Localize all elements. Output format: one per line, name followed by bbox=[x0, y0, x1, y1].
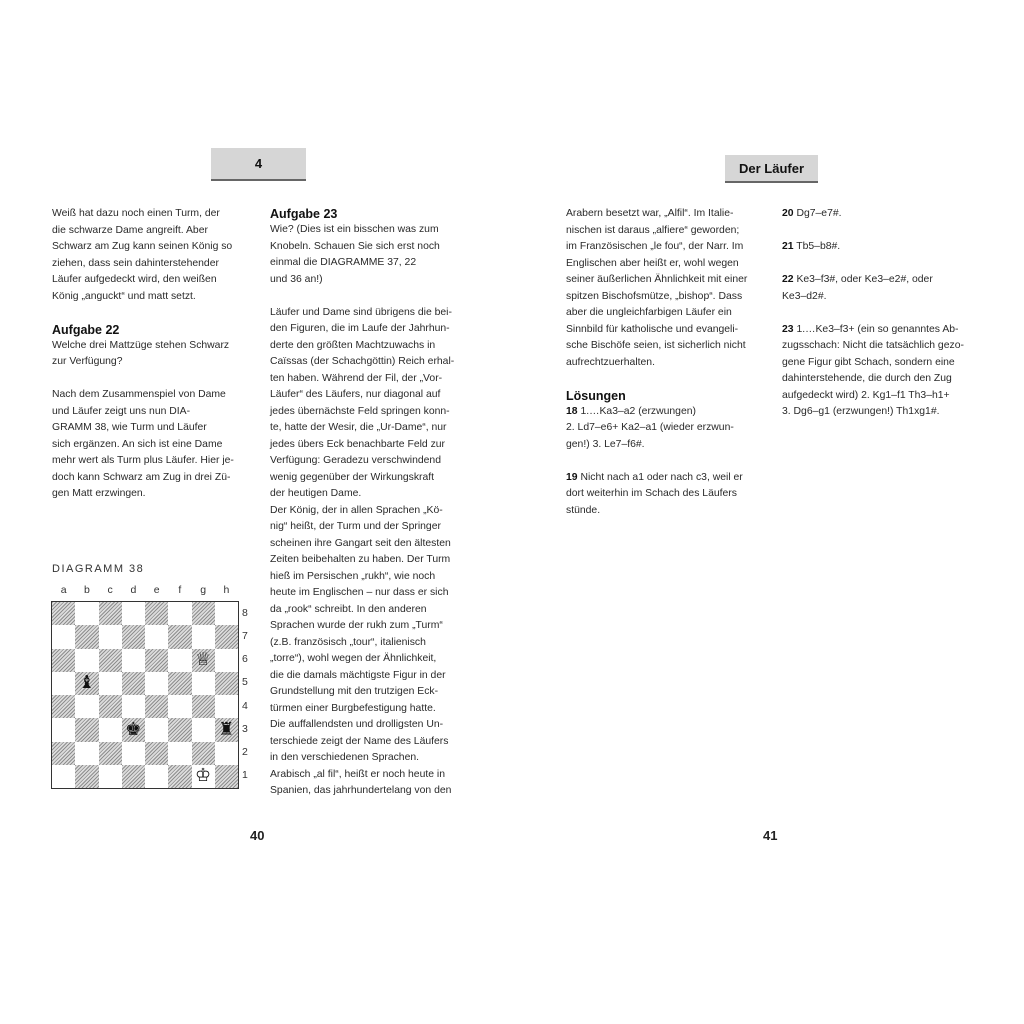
text-line: Caïssas (der Schachgöttin) Reich erhal- bbox=[270, 356, 455, 367]
file-label: h bbox=[223, 584, 230, 596]
text-line: terschiede zeigt der Name des Läufers bbox=[270, 735, 449, 747]
rank-label: 4 bbox=[242, 699, 248, 712]
page-number-left: 40 bbox=[250, 828, 265, 843]
black-rook-icon: ♜ bbox=[218, 718, 235, 740]
text-line: Läufer aufgedeckt wird, den weißen bbox=[52, 274, 217, 285]
rank-label: 7 bbox=[242, 629, 248, 642]
solution-19 bbox=[566, 470, 771, 520]
square-h5 bbox=[215, 672, 238, 695]
board-rank-labels bbox=[242, 601, 256, 787]
square-c1 bbox=[99, 765, 122, 788]
rank-label: 6 bbox=[242, 653, 248, 666]
text-line: Läufer“ des Läufers, nur diagonal auf bbox=[270, 389, 441, 400]
text-line: aufrechtzuerhalten. bbox=[566, 356, 655, 368]
square-a2 bbox=[52, 742, 75, 765]
text-line: der heutigen Dame. bbox=[270, 488, 362, 499]
square-g6 bbox=[192, 649, 215, 672]
square-c7 bbox=[99, 625, 122, 648]
square-a1 bbox=[52, 765, 75, 788]
solution-20 bbox=[782, 206, 982, 223]
text-line: wenig gegenüber der Wirkungskraft bbox=[270, 471, 435, 483]
text-line: seiner äußerlichen Ähnlichkeit mit einer bbox=[566, 274, 748, 285]
text-line: Ke3–d2#. bbox=[782, 290, 827, 302]
square-f4 bbox=[168, 695, 191, 718]
square-a6 bbox=[52, 649, 75, 672]
task-23-text bbox=[270, 222, 475, 288]
file-label: d bbox=[130, 584, 137, 596]
text-line: Dg7–e7#. bbox=[793, 208, 842, 219]
white-queen-icon: ♕ bbox=[195, 649, 212, 671]
board-file-labels bbox=[52, 584, 238, 596]
text-line: (z.B. französisch „tour“, italienisch bbox=[270, 636, 426, 648]
rank-label: 3 bbox=[242, 722, 248, 735]
file-label: a bbox=[60, 584, 67, 596]
text-line: einmal die DIAGRAMME 37, 22 bbox=[270, 257, 417, 268]
left-column-1 bbox=[52, 206, 252, 503]
square-f2 bbox=[168, 742, 191, 765]
square-c4 bbox=[99, 695, 122, 718]
history-paragraph bbox=[270, 305, 475, 800]
left-column-2 bbox=[270, 206, 475, 800]
square-c3 bbox=[99, 718, 122, 741]
chapter-title: Der Läufer bbox=[738, 160, 805, 176]
right-column-1 bbox=[566, 206, 771, 519]
square-c6 bbox=[99, 649, 122, 672]
square-h3 bbox=[215, 718, 238, 741]
text-line: Nicht nach a1 oder nach c3, weil er bbox=[577, 471, 743, 483]
square-f7 bbox=[168, 625, 191, 648]
text-line: jedes übernächste Feld springen konn- bbox=[270, 405, 450, 417]
square-e2 bbox=[145, 742, 168, 765]
text-line: mehr wert als Turm plus Läufer. Hier je- bbox=[52, 455, 234, 466]
text-line: die schwarze Dame angreift. Aber bbox=[52, 224, 208, 236]
square-b8 bbox=[75, 602, 98, 625]
text-line: Grundstellung mit den trutzigen Eck- bbox=[270, 686, 439, 697]
square-e4 bbox=[145, 695, 168, 718]
text-line: sche Bischöfe seien, ist sicherlich nicht bbox=[566, 340, 746, 351]
solution-18 bbox=[566, 404, 771, 454]
square-f1 bbox=[168, 765, 191, 788]
text-line: in den verschiedenen Sprachen. bbox=[270, 752, 420, 763]
text-line: im Französischen „le fou“, der Narr. Im bbox=[566, 241, 744, 252]
square-f6 bbox=[168, 649, 191, 672]
square-g3 bbox=[192, 718, 215, 741]
solution-number: 23 bbox=[782, 323, 794, 335]
text-line: 1.…Ka3–a2 (erzwungen) bbox=[577, 405, 696, 417]
intro-paragraph bbox=[52, 206, 252, 305]
square-h6 bbox=[215, 649, 238, 672]
text-line: Sinnbild für katholische und evangeli- bbox=[566, 323, 739, 335]
square-c8 bbox=[99, 602, 122, 625]
text-line: Der König, der in allen Sprachen „Kö- bbox=[270, 504, 443, 516]
text-line: ten haben. Während der Fil, der „Vor- bbox=[270, 372, 443, 384]
rank-label: 5 bbox=[242, 676, 248, 689]
text-line: gene Figur gibt Schach, sondern eine bbox=[782, 356, 955, 368]
square-c2 bbox=[99, 742, 122, 765]
text-line: gen!) 3. Le7–f6#. bbox=[566, 438, 645, 450]
square-e7 bbox=[145, 625, 168, 648]
square-d8 bbox=[122, 602, 145, 625]
page-number-right: 41 bbox=[763, 828, 778, 843]
square-h2 bbox=[215, 742, 238, 765]
text-line: 2. Ld7–e6+ Ka2–a1 (wieder erzwun- bbox=[566, 422, 734, 433]
square-g8 bbox=[192, 602, 215, 625]
file-label: c bbox=[107, 584, 113, 596]
black-bishop-icon: ♝ bbox=[78, 672, 95, 694]
text-line: da „rook“ schreibt. In den anderen bbox=[270, 603, 427, 615]
solution-23 bbox=[782, 322, 982, 421]
text-line: Arabisch „al fil“, heißt er noch heute in bbox=[270, 768, 445, 780]
text-line: Die auffallendsten und drolligsten Un- bbox=[270, 719, 444, 730]
solutions-heading: Lösungen bbox=[566, 388, 626, 403]
square-d7 bbox=[122, 625, 145, 648]
text-line: Weiß hat dazu noch einen Turm, der bbox=[52, 208, 220, 219]
square-a3 bbox=[52, 718, 75, 741]
rank-label: 2 bbox=[242, 746, 248, 759]
text-line: 1.…Ke3–f3+ (ein so genanntes Ab- bbox=[793, 323, 959, 335]
text-line: jedes übers Eck benachbarte Feld zur bbox=[270, 438, 446, 450]
text-line: spitzen Bischofsmütze, „bishop“. Dass bbox=[566, 290, 743, 302]
text-line: dort weiterhin im Schach des Läufers bbox=[566, 488, 737, 499]
square-e6 bbox=[145, 649, 168, 672]
solution-number: 20 bbox=[782, 208, 794, 219]
square-d2 bbox=[122, 742, 145, 765]
square-f5 bbox=[168, 672, 191, 695]
text-line: Verfügung: Geradezu verschwindend bbox=[270, 455, 441, 466]
text-line: scheinen ihre Gangart seit den ältesten bbox=[270, 537, 451, 549]
square-c5 bbox=[99, 672, 122, 695]
solution-21 bbox=[782, 239, 982, 256]
text-line: Ke3–f3#, oder Ke3–e2#, oder bbox=[793, 274, 933, 285]
text-line: hieß im Persischen „rukh“, wie noch bbox=[270, 570, 436, 582]
chapter-number: 4 bbox=[254, 156, 263, 171]
square-b6 bbox=[75, 649, 98, 672]
square-b5 bbox=[75, 672, 98, 695]
chapter-tab-right bbox=[725, 155, 818, 183]
text-line: 3. Dg6–g1 (erzwungen!) Th1xg1#. bbox=[782, 406, 940, 417]
file-label: g bbox=[200, 584, 207, 596]
task-22-text bbox=[52, 338, 252, 371]
text-line: Knobeln. Schauen Sie sich erst noch bbox=[270, 240, 440, 252]
square-b7 bbox=[75, 625, 98, 648]
diagram-title: DIAGRAMM 38 bbox=[52, 563, 145, 575]
square-g7 bbox=[192, 625, 215, 648]
square-d6 bbox=[122, 649, 145, 672]
square-g1 bbox=[192, 765, 215, 788]
text-line: GRAMM 38, wie Turm und Läufer bbox=[52, 422, 207, 433]
square-d5 bbox=[122, 672, 145, 695]
square-d4 bbox=[122, 695, 145, 718]
text-line: und 36 an!) bbox=[270, 273, 323, 285]
text-line: Spanien, das jahrhundertelang von den bbox=[270, 785, 452, 796]
solution-number: 18 bbox=[566, 405, 578, 417]
text-line: aber die ungleichfarbigen Läufer ein bbox=[566, 307, 732, 318]
text-line: doch kann Schwarz am Zug in drei Zü- bbox=[52, 471, 231, 483]
square-d3 bbox=[122, 718, 145, 741]
square-g4 bbox=[192, 695, 215, 718]
text-line: Schwarz am Zug kann seinen König so bbox=[52, 241, 233, 252]
square-h8 bbox=[215, 602, 238, 625]
text-line: dahinterstehende, die durch den Zug bbox=[782, 373, 952, 384]
square-h4 bbox=[215, 695, 238, 718]
task-22-heading: Aufgabe 22 bbox=[52, 322, 120, 337]
square-d1 bbox=[122, 765, 145, 788]
square-h7 bbox=[215, 625, 238, 648]
square-b4 bbox=[75, 695, 98, 718]
square-b1 bbox=[75, 765, 98, 788]
text-line: Nach dem Zusammenspiel von Dame bbox=[52, 389, 226, 400]
square-a7 bbox=[52, 625, 75, 648]
text-line: Englischen aber heißt er, wohl wegen bbox=[566, 257, 739, 269]
solution-number: 19 bbox=[566, 471, 578, 483]
square-b2 bbox=[75, 742, 98, 765]
text-line: stünde. bbox=[566, 504, 601, 516]
diagram-intro-paragraph bbox=[52, 387, 252, 503]
text-line: heute im Englischen – nur dass er sich bbox=[270, 587, 449, 598]
task-23-heading: Aufgabe 23 bbox=[270, 207, 338, 221]
text-line: die die damals mächtigste Figur in der bbox=[270, 669, 446, 681]
solution-number: 22 bbox=[782, 274, 794, 285]
black-king-icon: ♚ bbox=[125, 718, 142, 740]
text-line: ziehen, dass sein dahinterstehender bbox=[52, 257, 219, 269]
text-line: Sprachen wurde der rukh zum „Turm“ bbox=[270, 620, 443, 631]
solution-22 bbox=[782, 272, 982, 305]
square-h1 bbox=[215, 765, 238, 788]
file-label: f bbox=[178, 584, 182, 596]
text-line: Wie? (Dies ist ein bisschen was zum bbox=[270, 224, 439, 235]
solution-number: 21 bbox=[782, 241, 794, 252]
square-a8 bbox=[52, 602, 75, 625]
text-line: Welche drei Mattzüge stehen Schwarz bbox=[52, 339, 230, 351]
white-king-icon: ♔ bbox=[195, 765, 212, 787]
text-line: den Figuren, die im Laufe der Jahrhun- bbox=[270, 323, 450, 334]
square-e5 bbox=[145, 672, 168, 695]
text-line: sich ergänzen. An sich ist eine Dame bbox=[52, 438, 223, 450]
text-line: zur Verfügung? bbox=[52, 356, 123, 367]
square-f8 bbox=[168, 602, 191, 625]
text-line: Arabern besetzt war, „Alfil“. Im Italie- bbox=[566, 208, 734, 219]
text-line: zugsschach: Nicht die tatsächlich gezo- bbox=[782, 340, 964, 351]
text-line: Tb5–b8#. bbox=[793, 241, 841, 252]
text-line: nischen ist daraus „alfiere“ geworden; bbox=[566, 224, 740, 236]
chess-board bbox=[51, 601, 239, 789]
square-g2 bbox=[192, 742, 215, 765]
square-f3 bbox=[168, 718, 191, 741]
square-g5 bbox=[192, 672, 215, 695]
text-line: nig“ heißt, der Turm und der Springer bbox=[270, 521, 441, 532]
square-e1 bbox=[145, 765, 168, 788]
text-line: aufgedeckt wird) 2. Kg1–f1 Th3–h1+ bbox=[782, 389, 950, 401]
text-line: Zeiten beibehalten zu haben. Der Turm bbox=[270, 554, 451, 565]
square-a5 bbox=[52, 672, 75, 695]
file-label: b bbox=[83, 584, 90, 596]
text-line: und Läufer zeigt uns nun DIA- bbox=[52, 405, 191, 417]
square-b3 bbox=[75, 718, 98, 741]
etymology-paragraph bbox=[566, 206, 771, 371]
text-line: Läufer und Dame sind übrigens die bei- bbox=[270, 306, 452, 318]
right-column-2 bbox=[782, 206, 982, 421]
text-line: gen Matt erzwingen. bbox=[52, 488, 146, 499]
file-label: e bbox=[153, 584, 160, 596]
square-e8 bbox=[145, 602, 168, 625]
text-line: te, hatte der Wesir, die „Ur-Dame“, nur bbox=[270, 422, 447, 433]
text-line: derte den größten Machtzuwachs in bbox=[270, 339, 436, 351]
square-e3 bbox=[145, 718, 168, 741]
text-line: türmen einer Burgbefestigung hatte. bbox=[270, 702, 436, 714]
text-line: „torre“), wohl wegen der Ähnlichkeit, bbox=[270, 653, 437, 664]
rank-label: 8 bbox=[242, 606, 248, 619]
rank-label: 1 bbox=[242, 769, 248, 782]
chapter-tab-left bbox=[211, 148, 306, 181]
square-a4 bbox=[52, 695, 75, 718]
text-line: König „anguckt“ und matt setzt. bbox=[52, 290, 196, 302]
